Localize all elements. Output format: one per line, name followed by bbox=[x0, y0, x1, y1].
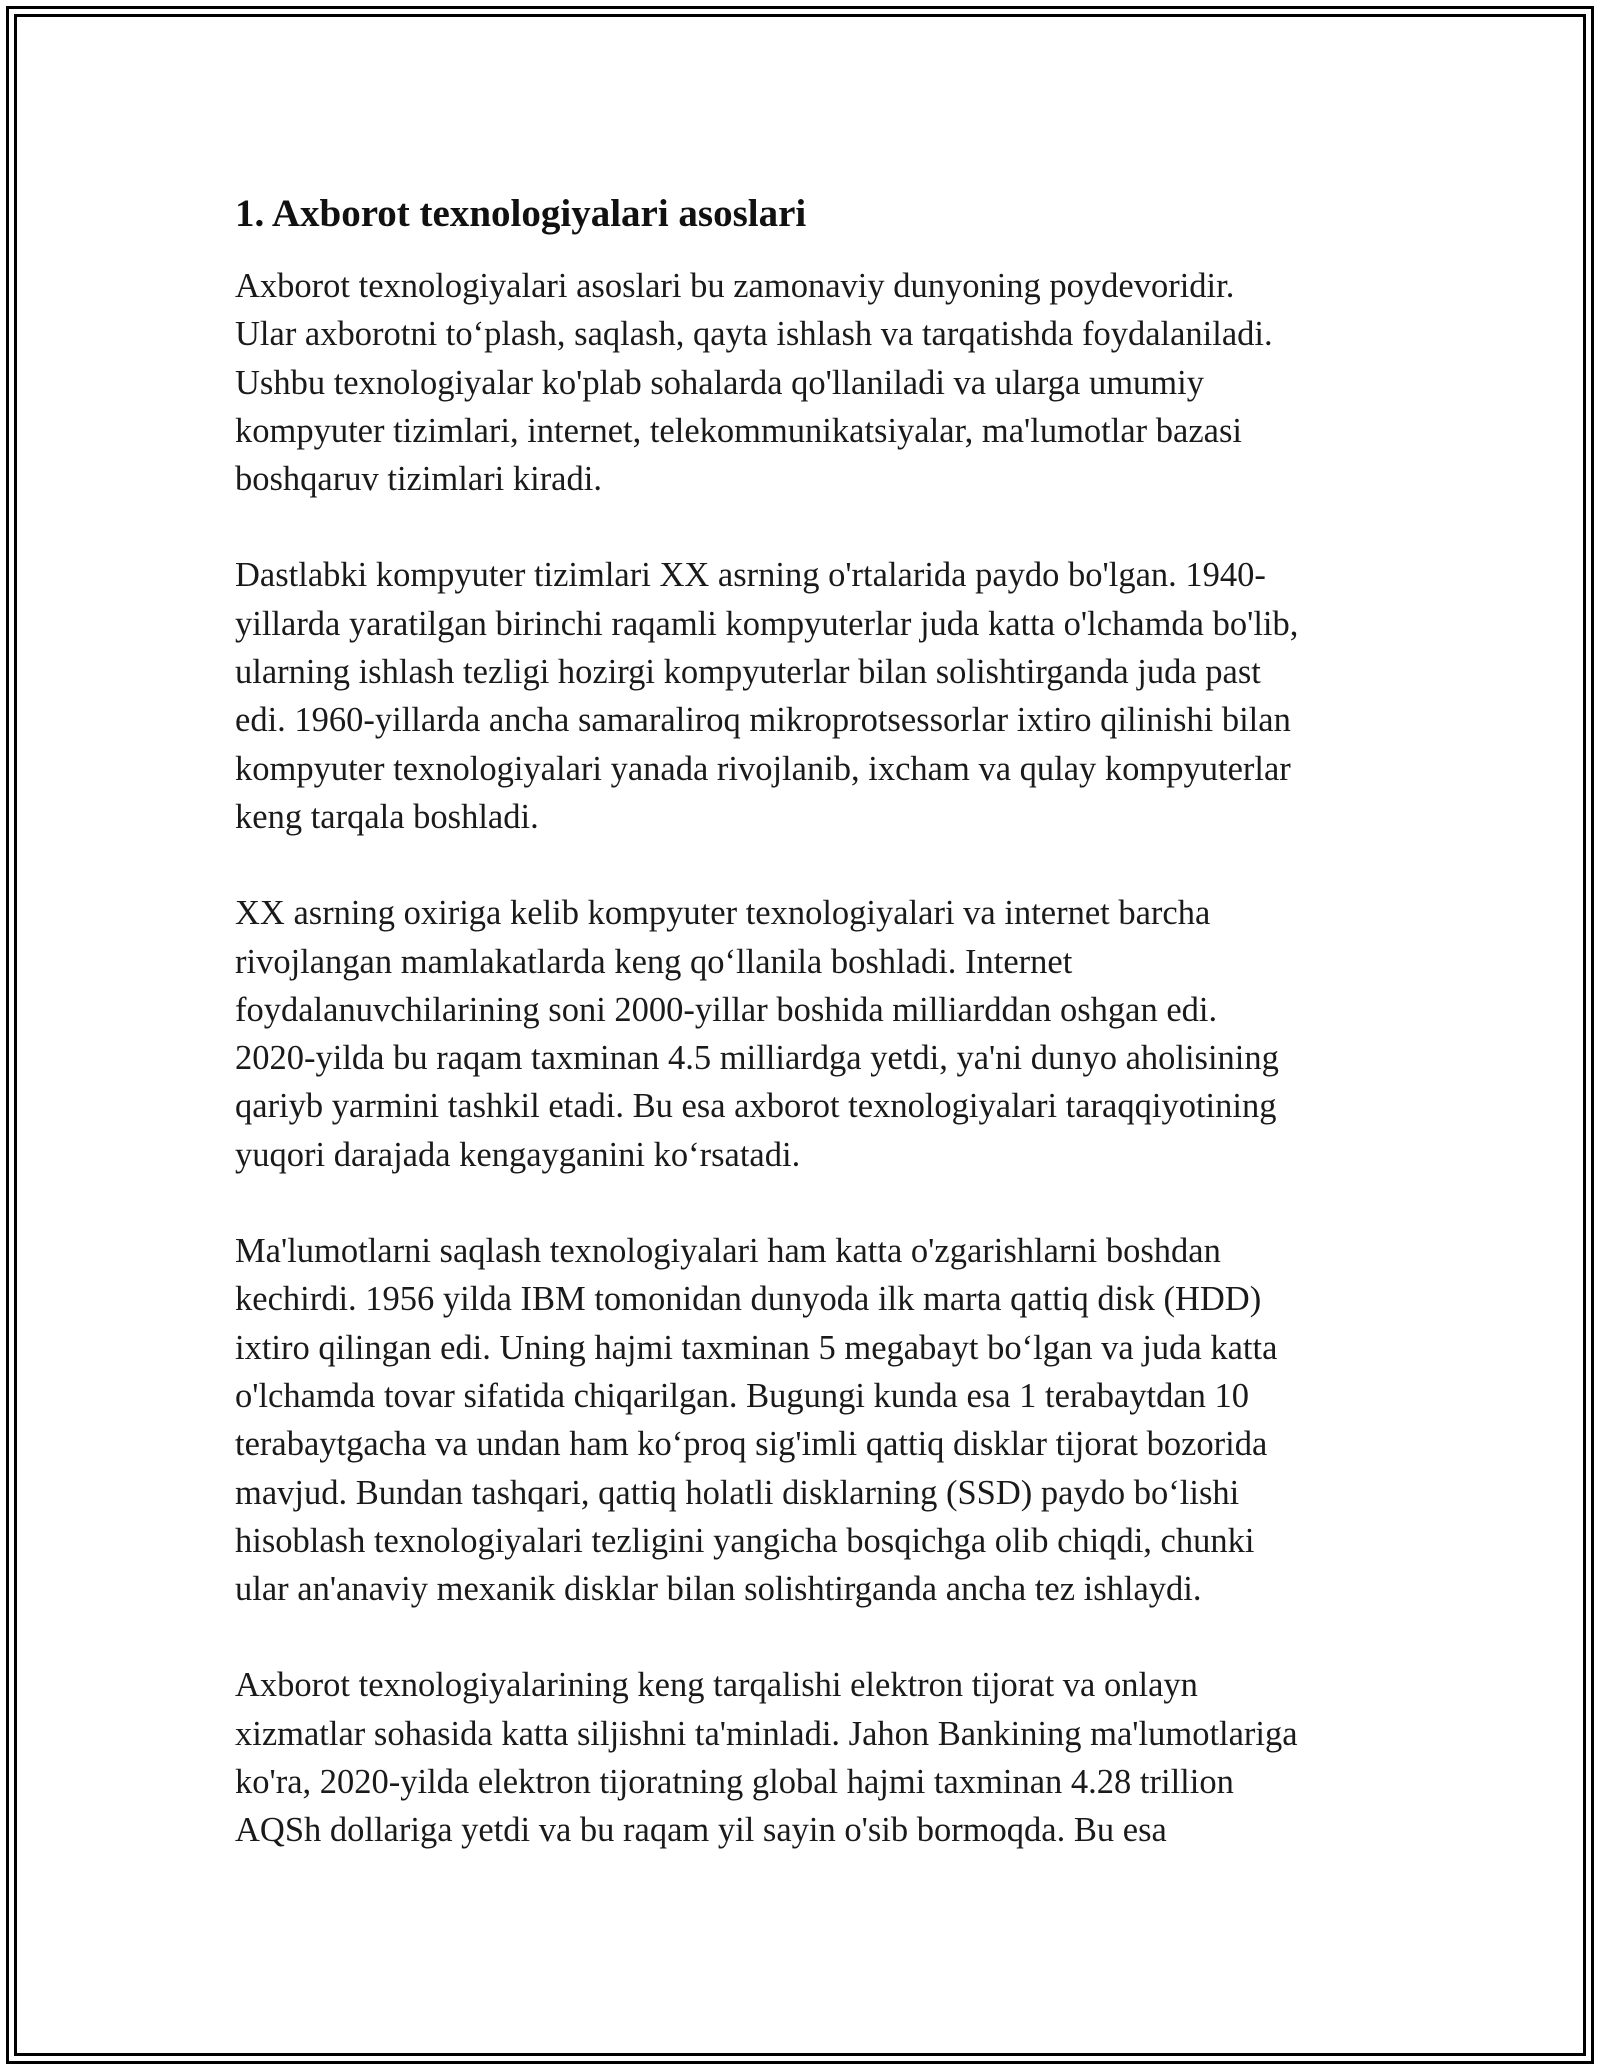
paragraph-line: o'lchamda tovar sifatida chiqarilgan. Bugungi kunda esa 1 terabaytdan 10 bbox=[235, 1376, 1250, 1415]
paragraph-line: XX asrning oxiriga kelib kompyuter texnologiyalari va internet barcha bbox=[235, 894, 1211, 933]
paragraph-line: keng tarqala boshladi. bbox=[235, 797, 539, 836]
paragraph-line: Axborot texnologiyalari asoslari bu zamonaviy dunyoning poydevoridir. bbox=[235, 267, 1235, 305]
section-heading: 1. Axborot texnologiyalari asoslari bbox=[235, 192, 807, 235]
paragraph-line: Dastlabki kompyuter tizimlari XX asrning o'rtalarida paydo bo'lgan. 1940- bbox=[235, 556, 1266, 595]
paragraph-line: kompyuter tizimlari, internet, telekommunikatsiyalar, ma'lumotlar bazasi bbox=[235, 411, 1242, 450]
paragraph-line: Ular axborotni to‘plash, saqlash, qayta ishlash va tarqatishda foydalaniladi. bbox=[235, 315, 1273, 354]
paragraph-line: terabaytgacha va undan ham ko‘proq sig'imli qattiq disklar tijorat bozorida bbox=[235, 1425, 1268, 1464]
paragraph bbox=[235, 1227, 1375, 1613]
document-body bbox=[235, 186, 1375, 1903]
paragraph-line: hisoblash texnologiyalari tezligini yangicha bosqichga olib chiqdi, chunki bbox=[235, 1521, 1255, 1560]
paragraph bbox=[235, 262, 1375, 503]
paragraph-line: AQSh dollariga yetdi va bu raqam yil sayin o'sib bormoqda. Bu esa bbox=[235, 1811, 1167, 1850]
paragraph-line: yillarda yaratilgan birinchi raqamli kompyuterlar juda katta o'lchamda bo'lib, bbox=[235, 604, 1299, 643]
paragraph-list bbox=[235, 262, 1375, 1855]
paragraph bbox=[235, 889, 1375, 1179]
paragraph-line: edi. 1960-yillarda ancha samaraliroq mikroprotsessorlar ixtiro qilinishi bilan bbox=[235, 701, 1291, 740]
paragraph-line: ixtiro qilingan edi. Uning hajmi taxminan 5 megabayt bo‘lgan va juda katta bbox=[235, 1328, 1278, 1367]
paragraph bbox=[235, 551, 1375, 841]
paragraph-line: ularning ishlash tezligi hozirgi kompyuterlar bilan solishtirganda juda past bbox=[235, 653, 1261, 692]
paragraph-line: kechirdi. 1956 yilda IBM tomonidan dunyoda ilk marta qattiq disk (HDD) bbox=[235, 1280, 1262, 1319]
paragraph-line: ular an'anaviy mexanik disklar bilan solishtirganda ancha tez ishlaydi. bbox=[235, 1570, 1202, 1609]
paragraph-line: mavjud. Bundan tashqari, qattiq holatli disklarning (SSD) paydo bo‘lishi bbox=[235, 1473, 1240, 1512]
paragraph-line: yuqori darajada kengayganini ko‘rsatadi. bbox=[235, 1135, 801, 1174]
paragraph-line: Ma'lumotlarni saqlash texnologiyalari ham katta o'zgarishlarni boshdan bbox=[235, 1232, 1221, 1271]
paragraph-line: 2020-yilda bu raqam taxminan 4.5 milliardga yetdi, ya'ni dunyo aholisining bbox=[235, 1039, 1279, 1078]
paragraph-line: xizmatlar sohasida katta siljishni ta'minladi. Jahon Bankining ma'lumotlariga bbox=[235, 1714, 1298, 1753]
paragraph-line: qariyb yarmini tashkil etadi. Bu esa axborot texnologiyalari taraqqiyotining bbox=[235, 1087, 1277, 1126]
paragraph-line: Axborot texnologiyalarining keng tarqalishi elektron tijorat va onlayn bbox=[235, 1666, 1198, 1705]
paragraph-line: Ushbu texnologiyalar ko'plab sohalarda qo'llaniladi va ularga umumiy bbox=[235, 363, 1204, 402]
paragraph-line: kompyuter texnologiyalari yanada rivojlanib, ixcham va qulay kompyuterlar bbox=[235, 749, 1291, 788]
paragraph-line: boshqaruv tizimlari kiradi. bbox=[235, 460, 602, 499]
paragraph bbox=[235, 1661, 1375, 1854]
paragraph-line: foydalanuvchilarining soni 2000-yillar boshida milliarddan oshgan edi. bbox=[235, 990, 1218, 1029]
paragraph-line: ko'ra, 2020-yilda elektron tijoratning global hajmi taxminan 4.28 trillion bbox=[235, 1763, 1234, 1802]
paragraph-line: rivojlangan mamlakatlarda keng qo‘llanila boshladi. Internet bbox=[235, 942, 1073, 981]
